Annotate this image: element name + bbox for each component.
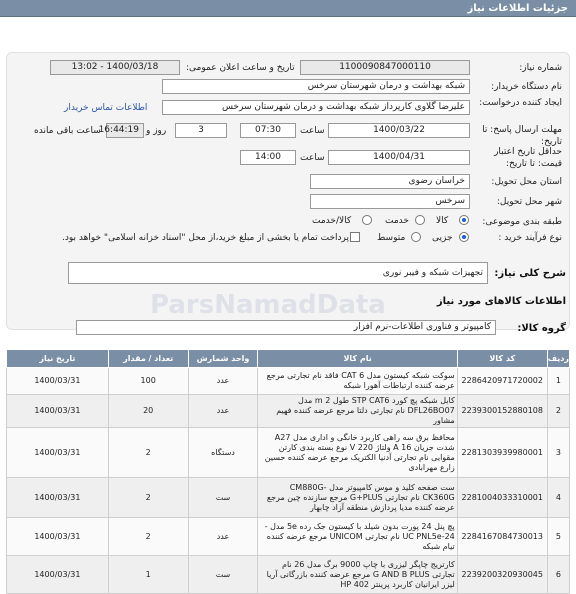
item-need-date: 1400/03/31 bbox=[7, 478, 109, 518]
row-number: 4 bbox=[547, 478, 569, 518]
table-row[interactable] bbox=[7, 556, 570, 594]
city-field: سرخس bbox=[310, 194, 470, 209]
page-title: جزئیات اطلاعات نیاز bbox=[467, 3, 568, 14]
buyer-org-label: نام دستگاه خریدار: bbox=[491, 82, 562, 92]
deadline-date-field: 1400/03/22 bbox=[328, 123, 470, 138]
col-unit: واحد شمارش bbox=[188, 350, 258, 368]
item-unit: ست bbox=[188, 478, 258, 518]
watermark: ParsNamadData bbox=[150, 290, 386, 320]
category-radio-goods-service[interactable] bbox=[362, 215, 372, 225]
remaining-time-field: 16:44:19 bbox=[106, 123, 144, 138]
col-quantity: تعداد / مقدار bbox=[108, 350, 188, 368]
province-field: خراسان رضوی bbox=[310, 174, 470, 189]
contact-info-link[interactable]: اطلاعات تماس خریدار bbox=[64, 103, 148, 113]
item-quantity: 100 bbox=[108, 368, 188, 395]
col-item-code: کد کالا bbox=[457, 350, 547, 368]
validity-time-field: 14:00 bbox=[240, 150, 296, 165]
row-number: 3 bbox=[547, 428, 569, 478]
page-title-bar bbox=[0, 0, 576, 17]
item-name: کابل شبکه پچ کورد STP CAT6 طول 2 m مدل DFL26BO07 نام تجارتی دلتا مرجع عرضه کننده فهیم مشاور bbox=[258, 395, 457, 428]
group-label: گروه کالا: bbox=[517, 323, 566, 334]
item-name: پچ پنل 24 پورت بدون شیلد با کیستون جک رده 5e مدل -UC PNL5e-24 نام تجارتی UNICOM مرجع عرضه کننده تیام شبکه bbox=[258, 518, 457, 556]
item-unit: عدد bbox=[188, 518, 258, 556]
item-unit: عدد bbox=[188, 395, 258, 428]
row-number: 1 bbox=[547, 368, 569, 395]
purchase-option-medium: متوسط bbox=[377, 233, 406, 243]
deadline-label: مهلت ارسال پاسخ: تا تاریخ: bbox=[482, 125, 562, 147]
item-unit: دستگاه bbox=[188, 428, 258, 478]
need-number-label: شماره نیاز: bbox=[519, 63, 562, 73]
item-unit: عدد bbox=[188, 368, 258, 395]
table-row[interactable] bbox=[7, 518, 570, 556]
item-need-date: 1400/03/31 bbox=[7, 368, 109, 395]
item-code: 2286420971720002 bbox=[457, 368, 547, 395]
table-header-row bbox=[7, 350, 570, 368]
announce-label: تاریخ و ساعت اعلان عمومی: bbox=[186, 63, 295, 73]
announce-field: 1400/03/18 - 13:02 bbox=[50, 60, 180, 75]
item-code: 2284167084730013 bbox=[457, 518, 547, 556]
treasury-checkbox[interactable] bbox=[350, 232, 360, 242]
item-name: ست صفحه کلید و موس کامپیوتر مدل CM880G-CK360G نام تجارتی G+PLUS مرجع سازنده چین مرجع عرضه کننده مدیا پردازش منطقه آزاد چابهار bbox=[258, 478, 457, 518]
category-option-service: خدمت bbox=[385, 216, 409, 226]
item-quantity: 2 bbox=[108, 428, 188, 478]
col-row-number: ردیف bbox=[547, 350, 569, 368]
row-number: 6 bbox=[547, 556, 569, 594]
items-table bbox=[6, 349, 570, 594]
goods-section-title: اطلاعات کالاهای مورد نیاز bbox=[436, 296, 566, 307]
category-option-goods: کالا bbox=[436, 216, 449, 226]
city-label: شهر محل تحویل: bbox=[496, 197, 562, 207]
item-name: محافظ برق سه راهی کاربرد خانگی و اداری مدل A27 شدت جریان 16 A ولتاژ 220 V نوع بسته بندی کارتن مقوایی نام تجارتی آدنیا الکتریک مرجع عرضه کننده حسین زارع مهرابادی bbox=[258, 428, 457, 478]
group-field: کامپیوتر و فناوری اطلاعات-نرم افزار bbox=[76, 320, 496, 335]
item-need-date: 1400/03/31 bbox=[7, 556, 109, 594]
item-code: 2281303939980001 bbox=[457, 428, 547, 478]
remaining-label: ساعت باقی مانده bbox=[34, 126, 101, 136]
days-field: 3 bbox=[175, 123, 227, 138]
item-name: کارتریج چاپگر لیزری با چاپ 9000 برگ مدل 26 نام تجارتی G AND B PLUS مرجع عرضه کننده بازرگانی آریا لیزر ایرانیان کاربرد پرینتر HP 402 bbox=[258, 556, 457, 594]
purchase-radio-medium[interactable] bbox=[411, 232, 421, 242]
category-option-goods-service: کالا/خدمت bbox=[312, 216, 352, 226]
purchase-option-minor: جزیی bbox=[432, 233, 453, 243]
item-unit: ست bbox=[188, 556, 258, 594]
category-radio-service[interactable] bbox=[415, 215, 425, 225]
row-number: 2 bbox=[547, 395, 569, 428]
purchase-type-label: نوع فرآیند خرید : bbox=[498, 233, 562, 243]
deadline-time-field: 07:30 bbox=[240, 123, 296, 138]
item-quantity: 20 bbox=[108, 395, 188, 428]
table-row[interactable] bbox=[7, 395, 570, 428]
col-need-date: تاریخ نیاز bbox=[7, 350, 109, 368]
need-number-field: 1100090847000110 bbox=[300, 60, 470, 75]
item-quantity: 2 bbox=[108, 478, 188, 518]
item-quantity: 2 bbox=[108, 518, 188, 556]
row-number: 5 bbox=[547, 518, 569, 556]
item-name: سوکت شبکه کیستون مدل CAT 6 فاقد نام تجارتی مرجع عرضه کننده ارتباطات آهورا شبکه bbox=[258, 368, 457, 395]
item-code: 2239200320930045 bbox=[457, 556, 547, 594]
table-row[interactable] bbox=[7, 428, 570, 478]
purchase-radio-minor[interactable] bbox=[459, 232, 469, 242]
col-item-name: نام کالا bbox=[258, 350, 457, 368]
treasury-note: پرداخت تمام یا بخشی از مبلغ خرید،از محل "اسناد خزانه اسلامی" خواهد بود. bbox=[62, 233, 350, 243]
table-row[interactable] bbox=[7, 368, 570, 395]
category-radio-goods[interactable] bbox=[459, 215, 469, 225]
validity-date-field: 1400/04/31 bbox=[328, 150, 470, 165]
creator-label: ایجاد کننده درخواست: bbox=[479, 98, 562, 108]
item-code: 2281004033310001 bbox=[457, 478, 547, 518]
creator-field: علیرضا گلاوی کارپرداز شبکه بهداشت و درمان شهرستان سرخس bbox=[162, 100, 470, 115]
summary-label: شرح کلی نیاز: bbox=[494, 268, 566, 279]
table-row[interactable] bbox=[7, 478, 570, 518]
deadline-time-label: ساعت bbox=[300, 126, 325, 136]
days-label: روز و bbox=[146, 126, 167, 136]
validity-time-label: ساعت bbox=[300, 153, 325, 163]
province-label: استان محل تحویل: bbox=[491, 177, 562, 187]
item-need-date: 1400/03/31 bbox=[7, 428, 109, 478]
item-need-date: 1400/03/31 bbox=[7, 518, 109, 556]
item-need-date: 1400/03/31 bbox=[7, 395, 109, 428]
item-quantity: 1 bbox=[108, 556, 188, 594]
item-code: 2239300152880108 bbox=[457, 395, 547, 428]
summary-field: تجهیزات شبکه و فیبر نوری bbox=[68, 262, 488, 284]
buyer-org-field: شبکه بهداشت و درمان شهرستان سرخس bbox=[162, 79, 470, 94]
validity-label: حداقل تاریخ اعتبار قیمت: تا تاریخ: bbox=[494, 147, 562, 169]
category-label: طبقه بندی موضوعی: bbox=[482, 217, 562, 227]
